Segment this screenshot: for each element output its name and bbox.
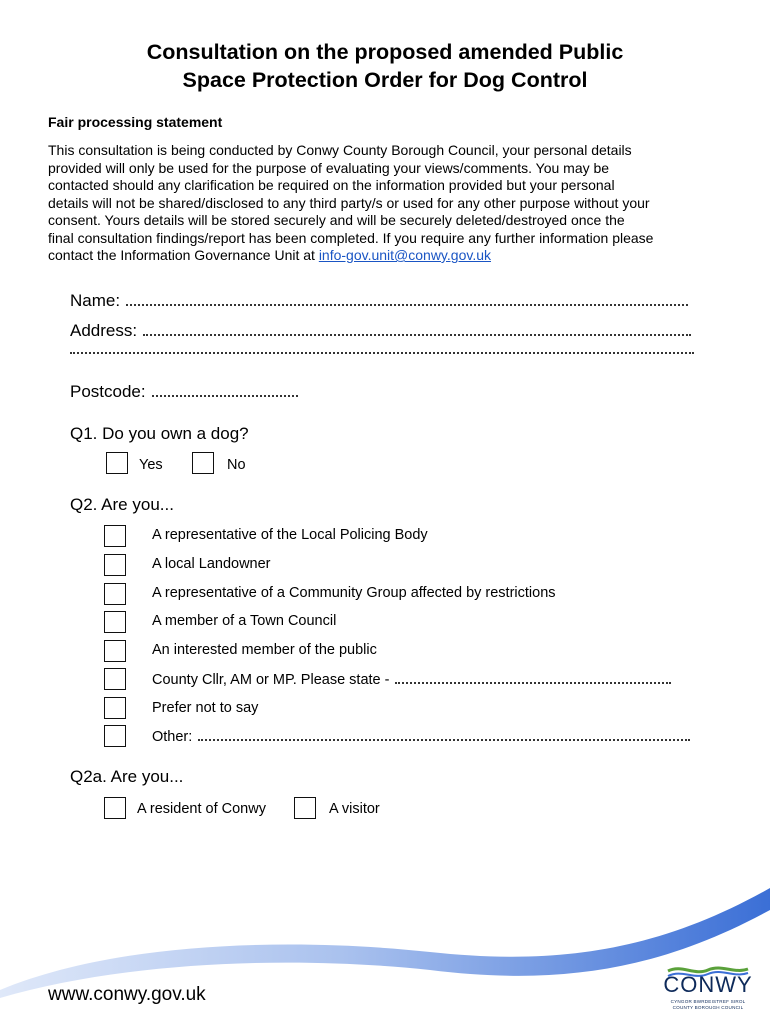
page-title: [0, 38, 770, 94]
q1-question: Q1. Do you own a dog?: [70, 424, 249, 443]
title-line-1: Consultation on the proposed amended Public: [146, 40, 624, 64]
q2a-resident-label: A resident of Conwy: [137, 801, 266, 817]
fair-processing-heading: Fair processing statement: [48, 114, 223, 130]
q1-no-checkbox[interactable]: [192, 452, 214, 474]
q2-cllr-label: County Cllr, AM or MP. Please state -: [152, 672, 390, 688]
fair-processing-statement: [48, 142, 738, 265]
q2-prefer-not-label: Prefer not to say: [152, 700, 259, 716]
q2-town-council-checkbox[interactable]: [104, 611, 126, 633]
name-field[interactable]: [70, 291, 688, 311]
q2-other-input-line[interactable]: [198, 738, 690, 741]
q2-landowner-checkbox[interactable]: [104, 554, 126, 576]
name-label: Name:: [70, 291, 121, 310]
statement-line: contacted should any clarification be required on the information provided but your personal: [48, 177, 615, 193]
address-field[interactable]: [70, 321, 691, 341]
address-input-line-2[interactable]: [70, 351, 694, 354]
footer-website-url: www.conwy.gov.uk: [48, 984, 206, 1005]
logo-wordmark: CONWY: [663, 972, 753, 997]
statement-line: provided will only be used for the purpose of evaluating your views/comments. You may be: [48, 159, 610, 176]
statement-line: [48, 247, 738, 265]
statement-line: This consultation is being conducted by Conwy County Borough Council, your personal details: [48, 142, 632, 158]
q1-yes-checkbox[interactable]: [106, 452, 128, 474]
statement-line: final consultation findings/report has been completed. If you require any further information please: [48, 229, 654, 246]
q2a-visitor-label: A visitor: [329, 801, 380, 817]
email-link[interactable]: info-gov.unit@conwy.gov.uk: [318, 247, 491, 263]
statement-line-prefix: contact the Information Governance Unit at: [48, 247, 319, 263]
q2-town-council-label: A member of a Town Council: [152, 613, 337, 629]
q2-other-checkbox[interactable]: [104, 725, 126, 747]
postcode-label: Postcode:: [70, 382, 146, 401]
q2-cllr-option: [152, 672, 671, 688]
address-field-line-2[interactable]: [70, 351, 694, 354]
logo-tagline-english: COUNTY BOROUGH COUNCIL: [672, 1005, 744, 1010]
q2-cllr-input-line[interactable]: [395, 681, 671, 684]
q2-community-group-label: A representative of a Community Group affected by restrictions: [152, 585, 556, 601]
q2-other-label: Other:: [152, 729, 193, 745]
conwy-logo: [660, 964, 756, 1014]
logo-tagline-welsh: CYNGOR BWRDEISTREF SIROL: [670, 999, 746, 1004]
q2-public-checkbox[interactable]: [104, 640, 126, 662]
address-label: Address:: [70, 321, 138, 340]
q2-community-group-checkbox[interactable]: [104, 583, 126, 605]
q2a-resident-checkbox[interactable]: [104, 797, 126, 819]
q2-policing-checkbox[interactable]: [104, 525, 126, 547]
address-input-line[interactable]: [143, 333, 691, 336]
q1-no-label: No: [227, 457, 246, 473]
postcode-field[interactable]: [70, 382, 298, 402]
q2-other-option: [152, 729, 690, 745]
name-input-line[interactable]: [126, 303, 688, 306]
q2-public-label: An interested member of the public: [152, 642, 377, 658]
q2-cllr-checkbox[interactable]: [104, 668, 126, 690]
q2-policing-label: A representative of the Local Policing Body: [152, 527, 428, 543]
statement-line: details will not be shared/disclosed to any third party/s or used for any other purpose without your: [48, 194, 650, 211]
q2-landowner-label: A local Landowner: [152, 556, 271, 572]
q1-yes-label: Yes: [139, 457, 163, 473]
postcode-input-line[interactable]: [152, 394, 298, 397]
q2-question: Q2. Are you...: [70, 495, 174, 514]
statement-line: consent. Yours details will be stored securely and will be securely deleted/destroyed once the: [48, 212, 625, 228]
q2a-visitor-checkbox[interactable]: [294, 797, 316, 819]
title-line-2: Space Protection Order for Dog Control: [182, 68, 588, 92]
q2-prefer-not-checkbox[interactable]: [104, 697, 126, 719]
q2a-question: Q2a. Are you...: [70, 767, 184, 786]
